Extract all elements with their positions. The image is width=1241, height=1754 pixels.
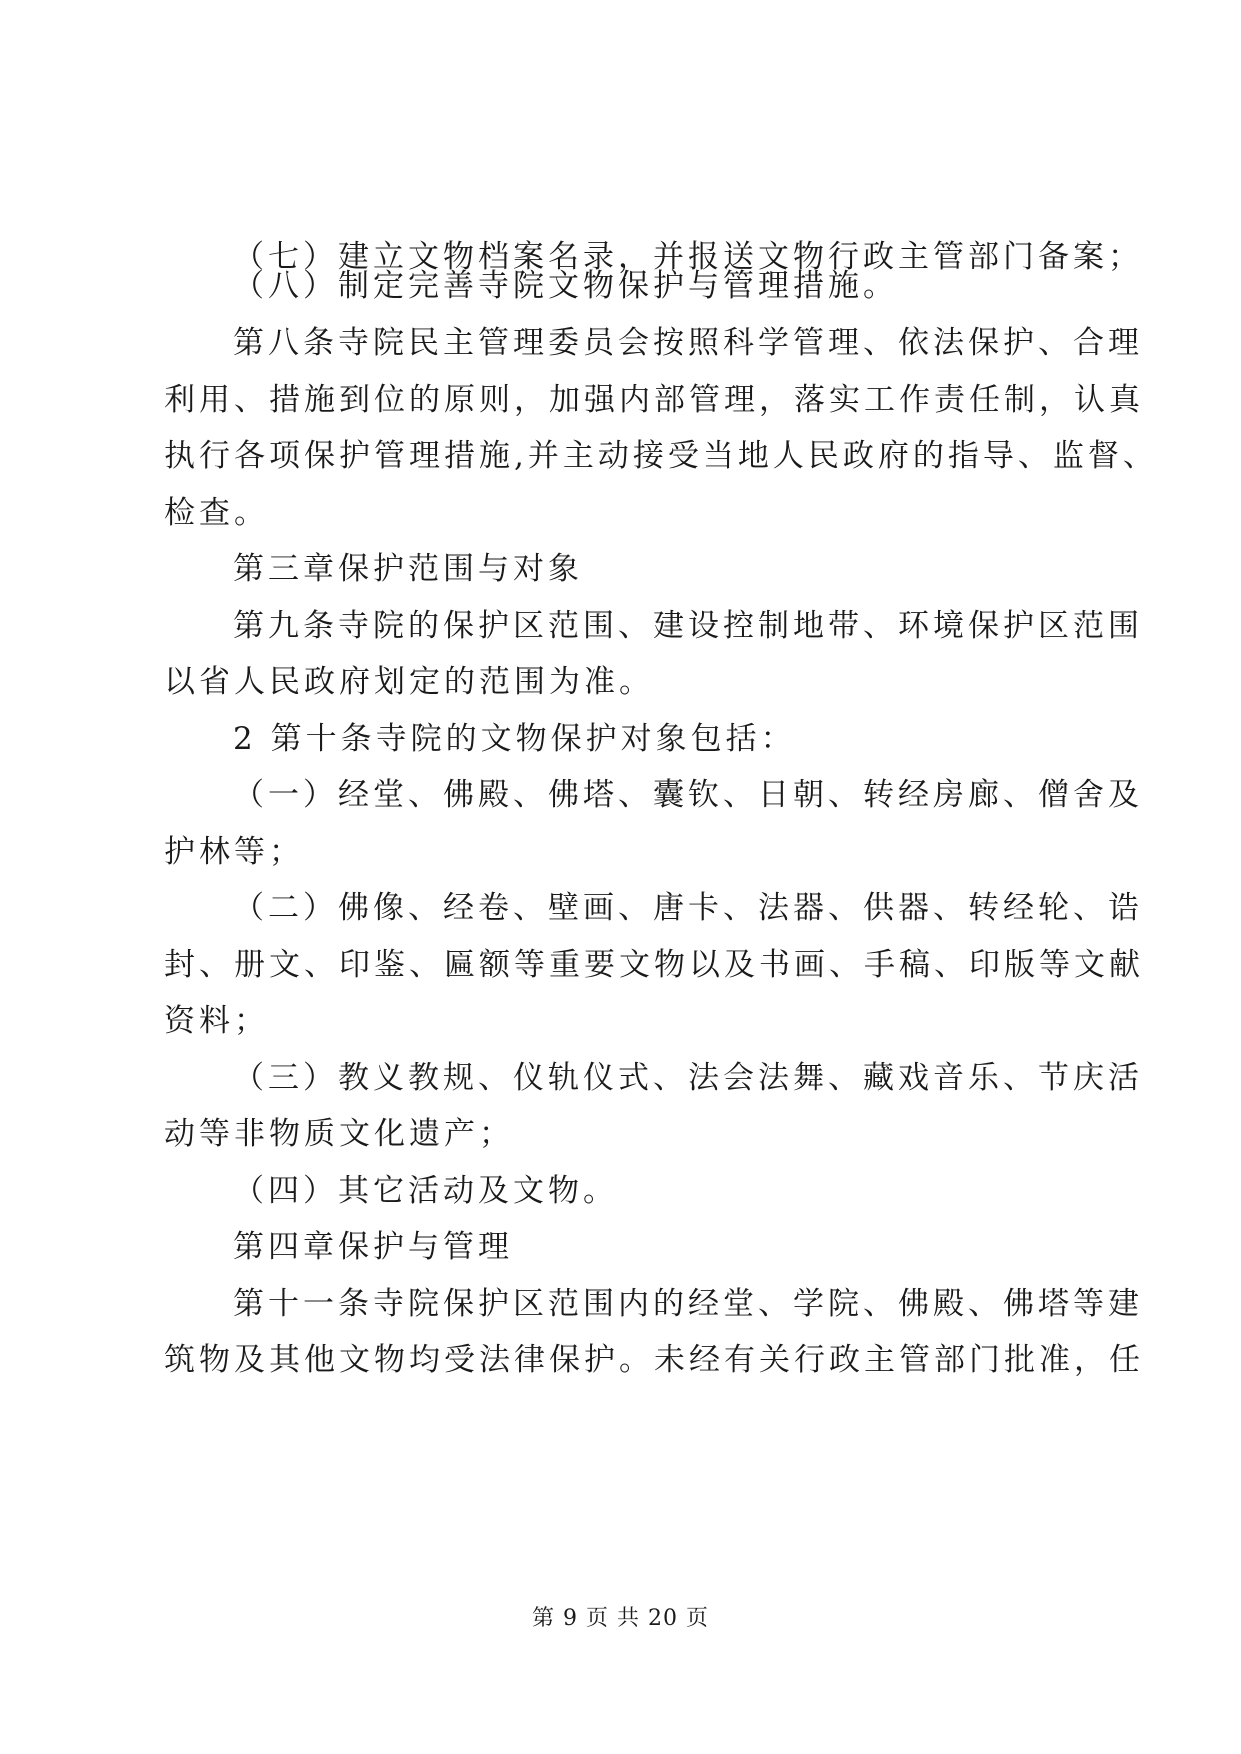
article-8-line-3: 执行各项保护管理措施,并主动接受当地人民政府的指导、监督、	[164, 438, 1158, 474]
article-9-line-1: 第九条寺院的保护区范围、建设控制地带、环境保护区范围	[233, 608, 1143, 644]
list-item-1-line-2: 护林等；	[164, 834, 304, 870]
article-9-line-2: 以省人民政府划定的范围为准。	[164, 664, 654, 700]
list-item-3-line-2: 动等非物质文化遗产；	[164, 1116, 514, 1152]
list-item-2-line-1: （二）佛像、经卷、壁画、唐卡、法器、供器、转经轮、诰	[233, 890, 1143, 926]
chapter-3-heading: 第三章保护范围与对象	[233, 551, 583, 587]
list-item-4: （四）其它活动及文物。	[233, 1173, 618, 1209]
article-8-line-4: 检查。	[164, 495, 269, 531]
list-item-1-line-1: （一）经堂、佛殿、佛塔、囊钦、日朝、转经房廊、僧舍及	[233, 777, 1143, 813]
article-10-heading: 2 第十条寺院的文物保护对象包括：	[233, 721, 796, 757]
list-item-2-line-3: 资料；	[164, 1003, 269, 1039]
list-item-3-line-1: （三）教义教规、仪轨仪式、法会法舞、藏戏音乐、节庆活	[233, 1060, 1143, 1096]
article-11-line-2: 筑物及其他文物均受法律保护。未经有关行政主管部门批准，任	[164, 1342, 1144, 1378]
article-8-line-1: 第八条寺院民主管理委员会按照科学管理、依法保护、合理	[233, 325, 1143, 361]
article-11-line-1: 第十一条寺院保护区范围内的经堂、学院、佛殿、佛塔等建	[233, 1286, 1143, 1322]
list-item-2-line-2: 封、册文、印鉴、匾额等重要文物以及书画、手稿、印版等文献	[164, 947, 1144, 983]
list-item-8: （八）制定完善寺院文物保护与管理措施。	[233, 268, 898, 304]
page-number-footer: 第 9 页 共 20 页	[532, 1606, 709, 1631]
article-8-line-2: 利用、措施到位的原则，加强内部管理，落实工作责任制，认真	[164, 382, 1144, 418]
chapter-4-heading: 第四章保护与管理	[233, 1229, 513, 1265]
list-item-7: （七）建立文物档案名录，并报送文物行政主管部门备案；	[233, 239, 1143, 275]
